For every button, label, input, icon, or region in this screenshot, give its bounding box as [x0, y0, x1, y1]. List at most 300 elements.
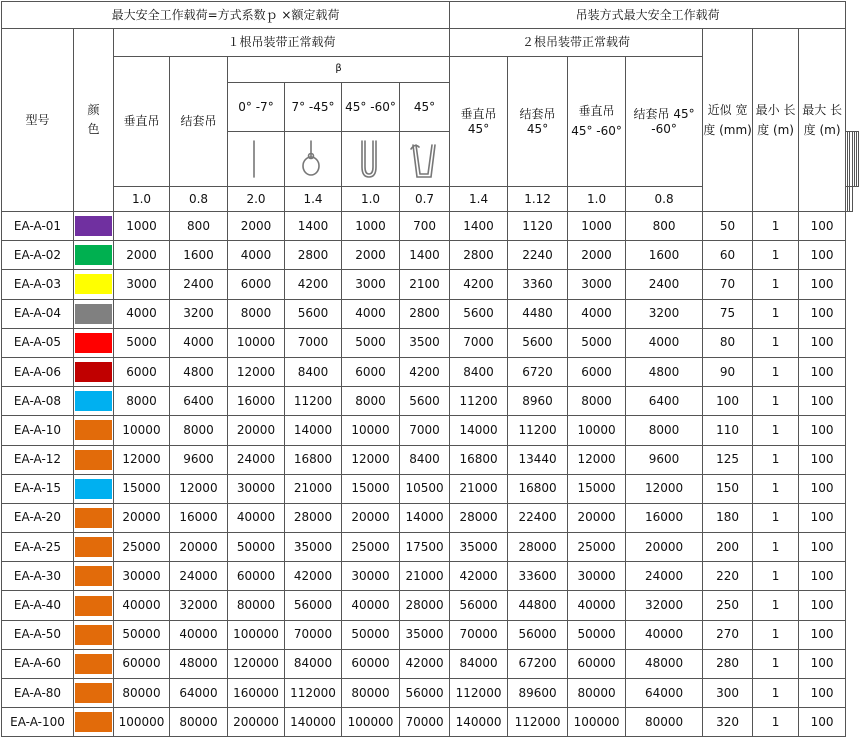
- model-cell: EA-A-100: [2, 708, 74, 737]
- color-swatch: [74, 562, 114, 591]
- load-value: 7000: [285, 328, 342, 357]
- load-value: 80000: [342, 679, 400, 708]
- load-value: 56000: [285, 591, 342, 620]
- mode-factor: 2.0: [228, 187, 285, 212]
- load-value: 70000: [450, 620, 508, 649]
- load-value: 48000: [626, 649, 703, 678]
- load-value: 4200: [400, 357, 450, 386]
- header-choke-45-60: 结套吊 45° -60°: [626, 57, 703, 187]
- width-value: 60: [703, 241, 753, 270]
- width-value: 270: [703, 620, 753, 649]
- load-value: 24000: [170, 562, 228, 591]
- load-value: 8000: [228, 299, 285, 328]
- table-row: [2, 387, 859, 416]
- load-value: 70000: [400, 708, 450, 737]
- table-row: [2, 649, 859, 678]
- min-length-value: 1: [753, 503, 799, 532]
- load-value: 112000: [508, 708, 568, 737]
- max-length-value: 100: [799, 387, 846, 416]
- width-value: 150: [703, 474, 753, 503]
- load-value: 140000: [450, 708, 508, 737]
- load-value: 6000: [228, 270, 285, 299]
- table-row: [2, 620, 859, 649]
- table-row: [2, 416, 859, 445]
- load-value: 5600: [285, 299, 342, 328]
- load-value: 7000: [400, 416, 450, 445]
- load-value: 6400: [170, 387, 228, 416]
- load-value: 56000: [400, 679, 450, 708]
- load-value: 1600: [626, 241, 703, 270]
- max-length-value: 100: [799, 241, 846, 270]
- min-length-value: 1: [753, 357, 799, 386]
- load-value: 6400: [626, 387, 703, 416]
- basket-7-45-icon: [400, 132, 450, 187]
- load-value: 42000: [450, 562, 508, 591]
- min-length-value: 1: [753, 533, 799, 562]
- load-value: 100000: [568, 708, 626, 737]
- load-value: 1400: [285, 212, 342, 241]
- load-value: 11200: [508, 416, 568, 445]
- load-value: 35000: [400, 620, 450, 649]
- load-value: 12000: [228, 357, 285, 386]
- load-value: 4000: [626, 328, 703, 357]
- load-value: 15000: [114, 474, 170, 503]
- load-value: 16000: [626, 503, 703, 532]
- load-value: 4200: [285, 270, 342, 299]
- color-swatch: [74, 474, 114, 503]
- max-length-value: 100: [799, 328, 846, 357]
- width-value: 220: [703, 562, 753, 591]
- width-value: 70: [703, 270, 753, 299]
- width-value: 280: [703, 649, 753, 678]
- header-basket-45: 45°: [400, 83, 450, 132]
- load-value: 44800: [508, 591, 568, 620]
- table-row: [2, 270, 859, 299]
- min-length-value: 1: [753, 241, 799, 270]
- load-value: 8000: [342, 387, 400, 416]
- load-value: 14000: [450, 416, 508, 445]
- header-mode-title: 吊装方式最大安全工作载荷: [450, 2, 846, 29]
- table-row: [2, 679, 859, 708]
- load-value: 2400: [626, 270, 703, 299]
- min-length-value: 1: [753, 299, 799, 328]
- max-length-value: 100: [799, 357, 846, 386]
- width-value: 50: [703, 212, 753, 241]
- color-swatch: [74, 445, 114, 474]
- load-value: 1000: [114, 212, 170, 241]
- load-value: 3000: [568, 270, 626, 299]
- load-value: 4000: [568, 299, 626, 328]
- model-cell: EA-A-80: [2, 679, 74, 708]
- load-value: 42000: [285, 562, 342, 591]
- load-value: 15000: [342, 474, 400, 503]
- model-cell: EA-A-06: [2, 357, 74, 386]
- model-cell: EA-A-10: [2, 416, 74, 445]
- load-value: 2000: [342, 241, 400, 270]
- color-swatch: [74, 679, 114, 708]
- load-value: 13440: [508, 445, 568, 474]
- load-value: 56000: [450, 591, 508, 620]
- header-vertical-45: 垂直吊 45°: [450, 57, 508, 187]
- load-value: 16800: [508, 474, 568, 503]
- load-value: 12000: [626, 474, 703, 503]
- load-value: 25000: [114, 533, 170, 562]
- load-value: 50000: [228, 533, 285, 562]
- load-value: 32000: [170, 591, 228, 620]
- width-value: 75: [703, 299, 753, 328]
- min-length-value: 1: [753, 620, 799, 649]
- max-length-value: 100: [799, 299, 846, 328]
- max-length-value: 100: [799, 503, 846, 532]
- vertical-sling-icon: [228, 132, 285, 187]
- max-length-value: 100: [799, 679, 846, 708]
- load-value: 8400: [400, 445, 450, 474]
- load-value: 8000: [170, 416, 228, 445]
- load-value: 100000: [342, 708, 400, 737]
- load-value: 120000: [228, 649, 285, 678]
- load-value: 11200: [285, 387, 342, 416]
- min-length-value: 1: [753, 328, 799, 357]
- load-value: 14000: [400, 503, 450, 532]
- model-cell: EA-A-05: [2, 328, 74, 357]
- load-value: 5000: [342, 328, 400, 357]
- header-single-sling: １根吊装带正常载荷: [114, 29, 450, 57]
- load-value: 16800: [285, 445, 342, 474]
- color-swatch: [74, 708, 114, 737]
- load-value: 2400: [170, 270, 228, 299]
- min-length-value: 1: [753, 416, 799, 445]
- load-value: 6720: [508, 357, 568, 386]
- load-value: 20000: [114, 503, 170, 532]
- mode-factor: 1.4: [450, 187, 508, 212]
- mode-factor: 1.0: [342, 187, 400, 212]
- model-cell: EA-A-08: [2, 387, 74, 416]
- load-value: 1600: [170, 241, 228, 270]
- load-value: 20000: [170, 533, 228, 562]
- color-swatch: [74, 328, 114, 357]
- load-value: 30000: [228, 474, 285, 503]
- max-length-value: 100: [799, 212, 846, 241]
- load-value: 5000: [568, 328, 626, 357]
- load-value: 84000: [450, 649, 508, 678]
- blank-cell: [850, 187, 852, 212]
- table-row: [2, 357, 859, 386]
- color-swatch: [74, 299, 114, 328]
- load-value: 64000: [626, 679, 703, 708]
- header-basket-0-7: 0° -7°: [228, 83, 285, 132]
- load-value: 60000: [114, 649, 170, 678]
- table-row: [2, 503, 859, 532]
- load-value: 2800: [285, 241, 342, 270]
- load-value: 50000: [342, 620, 400, 649]
- max-length-value: 100: [799, 620, 846, 649]
- load-value: 35000: [450, 533, 508, 562]
- choke-sling-icon: [285, 132, 342, 187]
- color-swatch: [74, 241, 114, 270]
- load-value: 60000: [342, 649, 400, 678]
- load-value: 4800: [170, 357, 228, 386]
- load-value: 12000: [114, 445, 170, 474]
- max-length-value: 100: [799, 533, 846, 562]
- model-cell: EA-A-20: [2, 503, 74, 532]
- load-value: 6000: [568, 357, 626, 386]
- load-value: 200000: [228, 708, 285, 737]
- load-value: 10500: [400, 474, 450, 503]
- load-value: 5600: [450, 299, 508, 328]
- load-value: 40000: [114, 591, 170, 620]
- max-length-value: 100: [799, 591, 846, 620]
- load-value: 80000: [568, 679, 626, 708]
- color-swatch: [74, 533, 114, 562]
- header-basket-45-60: 45° -60°: [342, 83, 400, 132]
- mode-factor: 1.0: [114, 187, 170, 212]
- load-value: 800: [170, 212, 228, 241]
- header-double-sling: ２根吊装带正常载荷: [450, 29, 703, 57]
- color-swatch: [74, 357, 114, 386]
- load-value: 2800: [400, 299, 450, 328]
- load-value: 60000: [228, 562, 285, 591]
- model-cell: EA-A-50: [2, 620, 74, 649]
- model-cell: EA-A-02: [2, 241, 74, 270]
- load-value: 5600: [508, 328, 568, 357]
- min-length-value: 1: [753, 387, 799, 416]
- model-cell: EA-A-30: [2, 562, 74, 591]
- load-value: 50000: [568, 620, 626, 649]
- min-length-value: 1: [753, 474, 799, 503]
- load-value: 3000: [114, 270, 170, 299]
- load-value: 20000: [228, 416, 285, 445]
- header-formula: 最大安全工作载荷=方式系数ｐ ×额定载荷: [2, 2, 450, 29]
- color-swatch: [74, 387, 114, 416]
- load-value: 32000: [626, 591, 703, 620]
- load-value: 2000: [114, 241, 170, 270]
- load-value: 4800: [626, 357, 703, 386]
- load-value: 25000: [342, 533, 400, 562]
- width-value: 200: [703, 533, 753, 562]
- min-length-value: 1: [753, 270, 799, 299]
- load-value: 21000: [450, 474, 508, 503]
- load-value: 7000: [450, 328, 508, 357]
- table-row: [2, 474, 859, 503]
- mode-factor: 0.8: [170, 187, 228, 212]
- color-swatch: [74, 416, 114, 445]
- model-cell: EA-A-60: [2, 649, 74, 678]
- load-value: 60000: [568, 649, 626, 678]
- width-value: 250: [703, 591, 753, 620]
- load-value: 4000: [228, 241, 285, 270]
- color-swatch: [74, 503, 114, 532]
- load-value: 140000: [285, 708, 342, 737]
- load-value: 10000: [228, 328, 285, 357]
- color-swatch: [74, 270, 114, 299]
- load-value: 21000: [400, 562, 450, 591]
- min-length-value: 1: [753, 591, 799, 620]
- load-value: 1400: [450, 212, 508, 241]
- load-value: 5000: [114, 328, 170, 357]
- color-swatch: [74, 591, 114, 620]
- model-cell: EA-A-04: [2, 299, 74, 328]
- load-value: 40000: [626, 620, 703, 649]
- width-value: 100: [703, 387, 753, 416]
- load-value: 112000: [285, 679, 342, 708]
- load-value: 28000: [400, 591, 450, 620]
- load-value: 89600: [508, 679, 568, 708]
- model-cell: EA-A-15: [2, 474, 74, 503]
- min-length-value: 1: [753, 649, 799, 678]
- header-min-length: 最小 长度 (m): [753, 29, 799, 212]
- load-value: 16000: [170, 503, 228, 532]
- load-value: 5600: [400, 387, 450, 416]
- load-value: 80000: [228, 591, 285, 620]
- table-row: [2, 591, 859, 620]
- load-value: 8400: [450, 357, 508, 386]
- min-length-value: 1: [753, 679, 799, 708]
- load-value: 67200: [508, 649, 568, 678]
- load-value: 48000: [170, 649, 228, 678]
- basket-0-7-icon: [342, 132, 400, 187]
- mode-factor: 1.4: [285, 187, 342, 212]
- width-value: 180: [703, 503, 753, 532]
- load-value: 20000: [568, 503, 626, 532]
- max-length-value: 100: [799, 445, 846, 474]
- max-length-value: 100: [799, 416, 846, 445]
- header-vertical-45-60: 垂直吊 45° -60°: [568, 57, 626, 187]
- width-value: 320: [703, 708, 753, 737]
- header-choke: 结套吊: [170, 57, 228, 187]
- load-value: 3360: [508, 270, 568, 299]
- model-cell: EA-A-12: [2, 445, 74, 474]
- load-value: 160000: [228, 679, 285, 708]
- load-value: 64000: [170, 679, 228, 708]
- table-row: [2, 445, 859, 474]
- width-value: 90: [703, 357, 753, 386]
- load-value: 40000: [170, 620, 228, 649]
- load-value: 20000: [626, 533, 703, 562]
- header-max-length: 最大 长度 (m): [799, 29, 846, 212]
- load-value: 3200: [626, 299, 703, 328]
- load-value: 24000: [626, 562, 703, 591]
- load-value: 8000: [626, 416, 703, 445]
- table-row: [2, 562, 859, 591]
- load-value: 70000: [285, 620, 342, 649]
- table-row: [2, 328, 859, 357]
- min-length-value: 1: [753, 212, 799, 241]
- load-value: 8400: [285, 357, 342, 386]
- load-value: 10000: [568, 416, 626, 445]
- load-value: 56000: [508, 620, 568, 649]
- load-value: 84000: [285, 649, 342, 678]
- header-basket-7-45: 7° -45°: [285, 83, 342, 132]
- load-value: 2100: [400, 270, 450, 299]
- table-row: [2, 533, 859, 562]
- mode-factor: 0.7: [400, 187, 450, 212]
- mode-factor: 1.0: [568, 187, 626, 212]
- load-value: 3200: [170, 299, 228, 328]
- load-value: 40000: [342, 591, 400, 620]
- load-value: 21000: [285, 474, 342, 503]
- load-value: 30000: [568, 562, 626, 591]
- load-value: 6000: [342, 357, 400, 386]
- table-row: [2, 299, 859, 328]
- load-value: 4000: [114, 299, 170, 328]
- load-value: 8960: [508, 387, 568, 416]
- load-value: 28000: [508, 533, 568, 562]
- load-value: 80000: [626, 708, 703, 737]
- load-value: 9600: [626, 445, 703, 474]
- load-value: 9600: [170, 445, 228, 474]
- load-value: 10000: [342, 416, 400, 445]
- load-value: 22400: [508, 503, 568, 532]
- mode-factor: 1.12: [508, 187, 568, 212]
- table-row: [2, 708, 859, 737]
- load-value: 16000: [228, 387, 285, 416]
- load-value: 12000: [342, 445, 400, 474]
- min-length-value: 1: [753, 708, 799, 737]
- load-value: 112000: [450, 679, 508, 708]
- load-value: 35000: [285, 533, 342, 562]
- load-value: 14000: [285, 416, 342, 445]
- load-value: 40000: [568, 591, 626, 620]
- color-swatch: [74, 649, 114, 678]
- load-value: 3500: [400, 328, 450, 357]
- load-value: 17500: [400, 533, 450, 562]
- load-value: 28000: [450, 503, 508, 532]
- load-value: 40000: [228, 503, 285, 532]
- load-value: 100000: [228, 620, 285, 649]
- load-value: 10000: [114, 416, 170, 445]
- model-cell: EA-A-40: [2, 591, 74, 620]
- two-leg-choke-45-60-icon: [856, 132, 858, 187]
- load-value: 30000: [114, 562, 170, 591]
- color-swatch: [74, 620, 114, 649]
- load-value: 12000: [568, 445, 626, 474]
- load-value: 100000: [114, 708, 170, 737]
- table-row: [2, 241, 859, 270]
- header-beta: β: [228, 57, 450, 83]
- max-length-value: 100: [799, 270, 846, 299]
- load-value: 2000: [228, 212, 285, 241]
- width-value: 80: [703, 328, 753, 357]
- min-length-value: 1: [753, 445, 799, 474]
- table-row: [2, 212, 859, 241]
- load-value: 700: [400, 212, 450, 241]
- load-value: 4000: [342, 299, 400, 328]
- load-value: 28000: [285, 503, 342, 532]
- load-value: 80000: [170, 708, 228, 737]
- width-value: 300: [703, 679, 753, 708]
- load-value: 11200: [450, 387, 508, 416]
- mode-factor: 0.8: [626, 187, 703, 212]
- load-value: 33600: [508, 562, 568, 591]
- load-value: 3000: [342, 270, 400, 299]
- load-value: 1400: [400, 241, 450, 270]
- load-value: 50000: [114, 620, 170, 649]
- load-value: 15000: [568, 474, 626, 503]
- min-length-value: 1: [753, 562, 799, 591]
- color-swatch: [74, 212, 114, 241]
- load-value: 1000: [568, 212, 626, 241]
- load-value: 12000: [170, 474, 228, 503]
- load-value: 6000: [114, 357, 170, 386]
- header-approx-width: 近似 宽度 (mm): [703, 29, 753, 212]
- sling-load-table: [1, 1, 859, 737]
- load-value: 42000: [400, 649, 450, 678]
- header-color: 颜色: [74, 29, 114, 212]
- header-vertical: 垂直吊: [114, 57, 170, 187]
- header-model: 型号: [2, 29, 74, 212]
- load-value: 4000: [170, 328, 228, 357]
- load-value: 4200: [450, 270, 508, 299]
